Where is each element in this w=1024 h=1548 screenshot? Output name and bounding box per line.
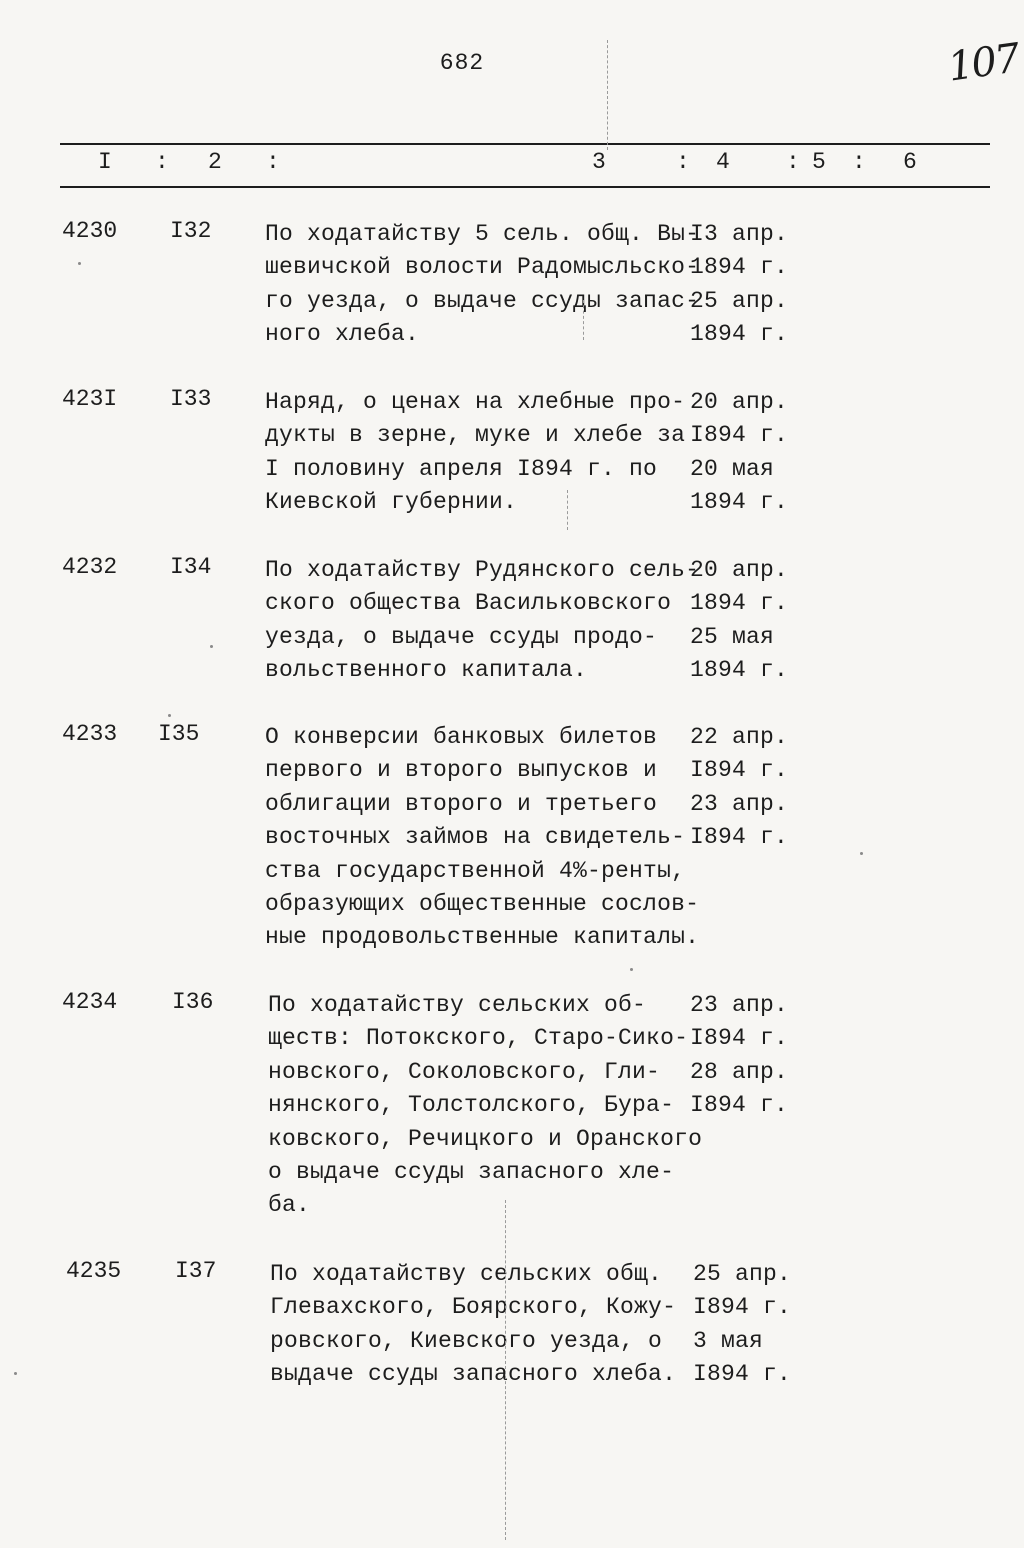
date-line: 25 апр. bbox=[693, 1261, 792, 1287]
column-header-5: 5 bbox=[812, 149, 826, 175]
file-number: I36 bbox=[172, 989, 214, 1015]
scan-speck bbox=[14, 1372, 17, 1375]
title-line: образующих общественные сослов- bbox=[265, 890, 700, 917]
title-line: вольственного капитала. bbox=[265, 657, 588, 684]
date-line: 3 мая bbox=[693, 1327, 764, 1354]
file-number: I33 bbox=[170, 386, 212, 412]
title-line: шевичской волости Радомысльско- bbox=[265, 254, 700, 281]
scan-speck bbox=[210, 645, 213, 648]
title-line: ба. bbox=[268, 1192, 311, 1219]
date-line: 28 апр. bbox=[690, 1058, 789, 1085]
date-line: I894 г. bbox=[690, 757, 789, 784]
inventory-number: 423I bbox=[62, 386, 118, 412]
date-line: I894 г. bbox=[693, 1361, 792, 1388]
column-header-3: 3 bbox=[592, 149, 606, 175]
page-number: 682 bbox=[439, 50, 485, 76]
inventory-number: 4233 bbox=[62, 721, 118, 747]
entry-dates bbox=[690, 218, 788, 352]
title-line: выдаче ссуды запасного хлеба. bbox=[270, 1361, 677, 1388]
column-separator: : bbox=[676, 149, 690, 175]
header-rule-bottom bbox=[60, 186, 990, 188]
column-header-4: 4 bbox=[716, 149, 730, 175]
date-line: I894 г. bbox=[690, 1092, 789, 1119]
date-line: 20 апр. bbox=[690, 557, 789, 583]
entry-dates bbox=[690, 721, 788, 855]
title-line: го уезда, о выдаче ссуды запас- bbox=[265, 287, 700, 314]
column-separator: : bbox=[266, 149, 280, 175]
title-line: По ходатайству 5 сель. общ. Вы- bbox=[265, 221, 700, 247]
title-line: Киевской губернии. bbox=[265, 489, 518, 516]
date-line: 1894 г. bbox=[690, 489, 789, 516]
date-line: I894 г. bbox=[690, 1025, 789, 1052]
date-line: 1894 г. bbox=[690, 590, 789, 617]
paper-fold-line bbox=[583, 300, 584, 340]
entry-title bbox=[265, 218, 699, 352]
handwritten-sheet-number: 107 bbox=[945, 35, 1022, 91]
title-line: О конверсии банковых билетов bbox=[265, 724, 658, 750]
date-line: 1894 г. bbox=[690, 321, 789, 348]
entry-dates bbox=[690, 989, 788, 1123]
column-separator: : bbox=[155, 149, 169, 175]
paper-fold-line bbox=[607, 40, 608, 150]
title-line: По ходатайству сельских общ. bbox=[270, 1261, 663, 1287]
file-number: I34 bbox=[170, 554, 212, 580]
date-line: I3 апр. bbox=[690, 221, 789, 247]
inventory-number: 4230 bbox=[62, 218, 118, 244]
title-line: ществ: Потокского, Старо-Сико- bbox=[268, 1025, 689, 1052]
title-line: ного хлеба. bbox=[265, 321, 420, 348]
date-line: 23 апр. bbox=[690, 992, 789, 1018]
column-separator: : bbox=[786, 149, 800, 175]
title-line: ровского, Киевского уезда, о bbox=[270, 1327, 663, 1354]
column-header-1: I bbox=[98, 149, 112, 175]
date-line: 1894 г. bbox=[690, 657, 789, 684]
column-header-6: 6 bbox=[903, 149, 917, 175]
entry-title bbox=[265, 721, 699, 955]
entry-title bbox=[265, 554, 699, 688]
date-line: 20 апр. bbox=[690, 389, 789, 415]
date-line: 25 мая bbox=[690, 623, 775, 650]
date-line: 22 апр. bbox=[690, 724, 789, 750]
header-rule-top bbox=[60, 143, 990, 145]
file-number: I32 bbox=[170, 218, 212, 244]
inventory-number: 4232 bbox=[62, 554, 118, 580]
title-line: Наряд, о ценах на хлебные про- bbox=[265, 389, 686, 415]
title-line: По ходатайству сельских об- bbox=[268, 992, 647, 1018]
paper-fold-line bbox=[505, 1200, 506, 1540]
entry-dates bbox=[690, 386, 788, 520]
scan-speck bbox=[78, 262, 81, 265]
inventory-number: 4234 bbox=[62, 989, 118, 1015]
column-separator: : bbox=[852, 149, 866, 175]
date-line: I894 г. bbox=[690, 422, 789, 449]
title-line: уезда, о выдаче ссуды продо- bbox=[265, 623, 658, 650]
title-line: ные продовольственные капиталы. bbox=[265, 924, 700, 951]
title-line: Глевахского, Боярского, Кожу- bbox=[270, 1294, 677, 1321]
file-number: I37 bbox=[175, 1258, 217, 1284]
inventory-number: 4235 bbox=[66, 1258, 122, 1284]
entry-title bbox=[268, 989, 702, 1223]
paper-fold-line bbox=[567, 490, 568, 530]
title-line: ковского, Речицкого и Оранского bbox=[268, 1125, 703, 1152]
column-header-2: 2 bbox=[208, 149, 222, 175]
entry-title bbox=[270, 1258, 676, 1392]
date-line: 20 мая bbox=[690, 455, 775, 482]
title-line: дукты в зерне, муке и хлебе за bbox=[265, 422, 686, 449]
title-line: восточных займов на свидетель- bbox=[265, 824, 686, 851]
title-line: ского общества Васильковского bbox=[265, 590, 672, 617]
date-line: 23 апр. bbox=[690, 790, 789, 817]
title-line: о выдаче ссуды запасного хле- bbox=[268, 1158, 675, 1185]
title-line: новского, Соколовского, Гли- bbox=[268, 1058, 661, 1085]
entry-title bbox=[265, 386, 685, 520]
date-line: I894 г. bbox=[690, 824, 789, 851]
file-number: I35 bbox=[158, 721, 200, 747]
entry-dates bbox=[690, 554, 788, 688]
date-line: 25 апр. bbox=[690, 287, 789, 314]
date-line: 1894 г. bbox=[690, 254, 789, 281]
title-line: облигации второго и третьего bbox=[265, 790, 658, 817]
title-line: По ходатайству Рудянского сель- bbox=[265, 557, 700, 583]
date-line: I894 г. bbox=[693, 1294, 792, 1321]
scan-speck bbox=[630, 968, 633, 971]
title-line: ства государственной 4%-ренты, bbox=[265, 857, 686, 884]
scan-speck bbox=[168, 714, 171, 717]
title-line: первого и второго выпусков и bbox=[265, 757, 658, 784]
scan-speck bbox=[860, 852, 863, 855]
title-line: нянского, Толстолского, Бура- bbox=[268, 1092, 675, 1119]
entry-dates bbox=[693, 1258, 791, 1392]
title-line: I половину апреля I894 г. по bbox=[265, 455, 658, 482]
